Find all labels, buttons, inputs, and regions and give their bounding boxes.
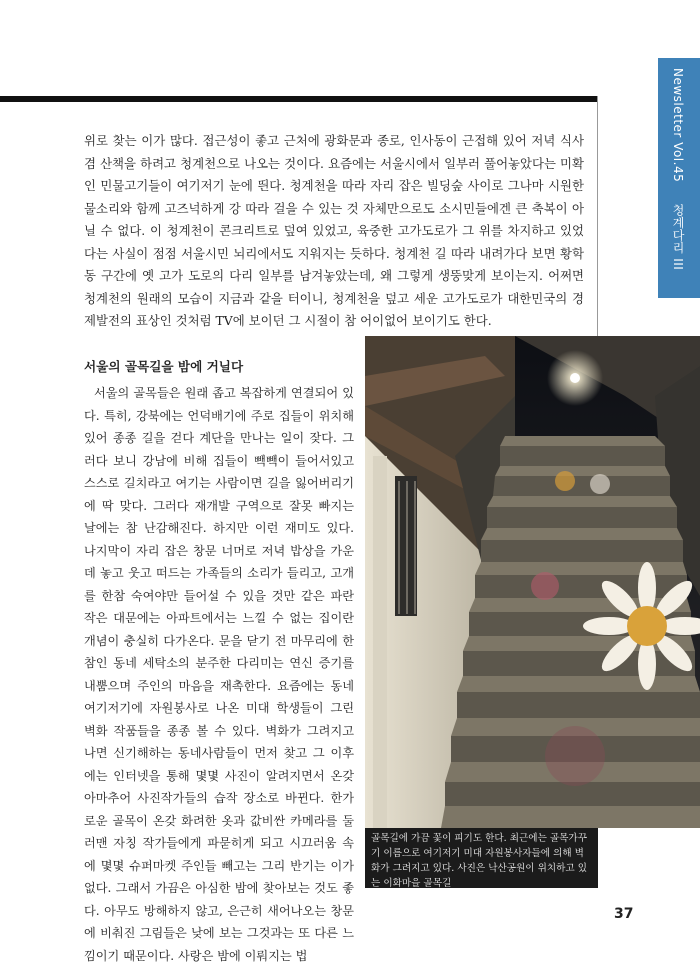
top-rule [0, 96, 598, 102]
page-number: 37 [614, 906, 634, 922]
right-rule [597, 96, 598, 336]
alley-stairs-photo [365, 336, 700, 828]
section-heading: 서울의 골목길을 밤에 거닐다 [84, 359, 244, 374]
section-label: 청계다리 III [671, 203, 685, 271]
newsletter-label: Newsletter Vol.45 [671, 68, 685, 183]
article-column [84, 358, 354, 967]
photo-caption: 골목길에 가끔 꽃이 피기도 한다. 최근에는 골목가꾸기 이름으로 여기저기 미대 자원봉사자들에 의해 벽화가 그려지고 있다. 사진은 낙산공원이 위치하고 있는 이화마을 골목길 [365, 828, 598, 888]
section-body: 서울의 골목들은 원래 좁고 복잡하게 연결되어 있다. 특히, 강북에는 언덕배기에 주로 집들이 위치해 있어 종종 길을 걷다 계단을 만나는 일이 잦다. 그러다 보니 강남에 비해 집들이 빽빽이 들어서있고 스스로 길치라고 여기는 사람이면 길을 잃어버리기에 딱 맞다. 그러다 재개발 구역으로 잘못 빠지는 날에는 참 난감해진다. 하지만 이런 재미도 있다. 나지막이 자리 잡은 창문 너머로 저녁 밥상을 가운데 놓고 웃고 떠드는 가족들의 소리가 들리고, 고개를 한참 숙여야만 들어설 수 있을 것만 같은 파란 작은 대문에는 아파트에서는 느낄 수 없는 집이란 개념이 충실히 다가온다. 문을 닫기 전 마무리에 한참인 동네 세탁소의 분주한 다리미는 연신 증기를 내뿜으며 주인의 마음을 재촉한다. 요즘에는 동네 여기저기에 자원봉사로 나온 미대 학생들이 그린 벽화 작품들을 종종 볼 수 있다. 벽화가 그려지고 나면 신기해하는 동네사람들이 먼저 찾고 그 이후에는 인터넷을 통해 몇몇 사진이 알려지면서 온갖 아마추어 사진작가들의 습작 장소로 바뀐다. 한가로운 골목이 온갖 화려한 옷과 값비싼 카메라를 둘러맨 자칭 작가들에게 파묻히게 되고 시끄러움 속에 몇몇 슈퍼마켓 주인들 빼고는 그리 반기는 이가 없다. 그래서 가끔은 아심한 밤에 찾아보는 것도 좋다. 아무도 방해하지 않고, 은근히 새어나오는 창문에 비춰진 그림들은 낮에 보는 그것과는 또 다른 느낌이기 때문이다. 사랑은 밤에 이뤄지는 법 [84, 386, 354, 963]
side-tab [658, 58, 700, 298]
intro-paragraph: 위로 찾는 이가 많다. 접근성이 좋고 근처에 광화문과 종로, 인사동이 근접해 있어 저녁 식사 겸 산책을 하려고 청계천으로 나오는 것이다. 요즘에는 서울시에서 일부러 풀어놓았다는 미확인 민물고기들이 여기저기 눈에 띈다. 청계천을 따라 자리 잡은 빌딩숲 사이로 그나마 시원한 물소리와 함께 고즈넉하게 강 따라 걸을 수 있는 것 자체만으로도 소시민들에겐 큰 축복이 아닐 수 없다. 이 청계천이 콘크리트로 덮여 있었고, 육중한 고가도로가 그 위를 차지하고 있었다는 사실이 점점 서울시민 뇌리에서도 지워지는 듯하다. 청계천 길 따라 내려가다 보면 황학동 구간에 옛 고가 도로의 다리 일부를 남겨놓았는데, 왜 그렇게 생뚱맞게 보이는지. 어쩌면 청계천의 원래의 모습이 지금과 같을 터이니, 청계천을 덮고 세운 고가도로가 대한민국의 경제발전의 표상인 것처럼 TV에 보이던 그 시절이 참 어이없어 보이기도 한다. [84, 133, 584, 328]
